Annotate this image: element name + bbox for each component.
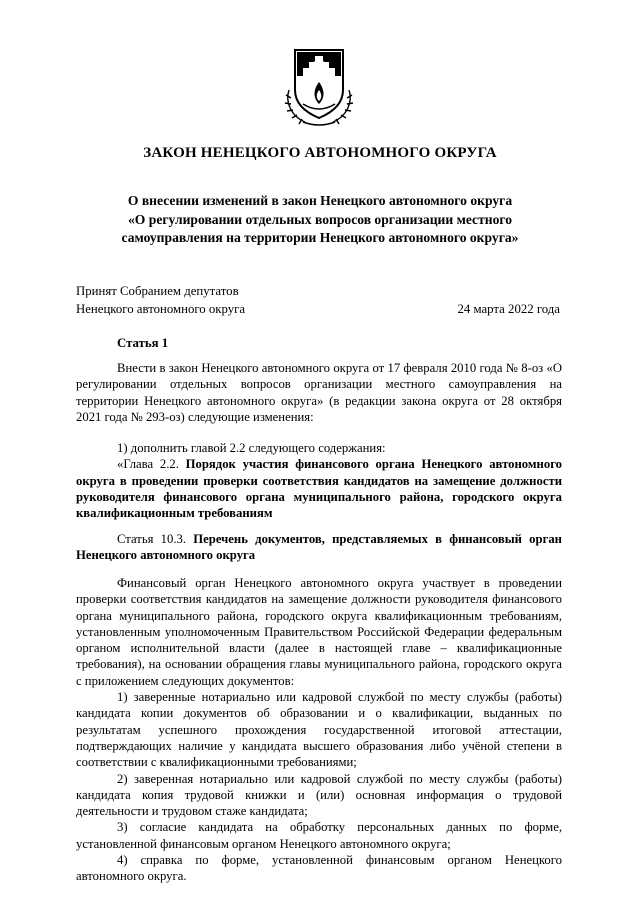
body-block [76, 575, 562, 885]
new-article-prefix: Статья 10.3. [117, 532, 194, 546]
chapter-heading [76, 456, 562, 521]
subtitle-line: самоуправления на территории Ненецкого автономного округа» [121, 230, 519, 245]
adoption-body [76, 282, 245, 318]
new-article-block [76, 531, 562, 564]
document-list-item: 2) заверенная нотариально или кадровой службой по месту службы (работы) кандидата копия трудовой книжки и (или) основная информация о трудовой деятельности и трудовом стаже кандидата; [76, 771, 562, 819]
chapter-title: Порядок участия финансового органа Ненецкого автономного округа в проведении проверки соответствия кандидатов на замещение должности руководителя финансового органа муниципального района, городского округа квалификационным требованиям [76, 457, 562, 521]
adoption-date: 24 марта 2022 года [457, 302, 560, 316]
document-list-item: 1) заверенные нотариально или кадровой службой по месту службы (работы) кандидата копии документов об образовании и о квалификации, выданных по результатам успешного прохождения государственной итоговой аттестации, подтверждающих наличие у кандидата высшего образования либо учёной степени в соответствии с квалификационными требованиями; [76, 690, 562, 770]
law-subtitle [80, 192, 560, 248]
law-title: ЗАКОН НЕНЕЦКОГО АВТОНОМНОГО ОКРУГА [143, 145, 497, 161]
amendment-item: 1) дополнить главой 2.2 следующего содержания: [117, 441, 386, 455]
chapter-prefix: «Глава 2.2. [117, 457, 186, 472]
adoption-line: Ненецкого автономного округа [76, 302, 246, 316]
document-list-item: 4) справка по форме, установленной финансовым органом Ненецкого автономного округа. [76, 853, 562, 884]
nao-coat-of-arms-icon [281, 42, 357, 128]
intro-text: Внести в закон Ненецкого автономного округа от 17 февраля 2010 года № 8-оз «О регулировании отдельных вопросов организации местного самоуправления на территории Ненецкого автономного округа» (в редакции закона округа от 28 октября 2021 года № 293-оз) следующие изменения: [76, 361, 562, 424]
new-article-heading [76, 531, 562, 564]
intro-paragraph [76, 360, 562, 425]
document-list-item: 3) согласие кандидата на обработку персональных данных по форме, установленной финансовым органом Ненецкого автономного округа; [76, 820, 562, 851]
amendment-block [76, 440, 562, 521]
subtitle-line: «О регулировании отдельных вопросов организации местного [127, 211, 513, 227]
body-paragraph: Финансовый орган Ненецкого автономного округа участвует в проведении проверки соответствия кандидатов на замещение должности руководителя финансового органа муниципального района, городского округа квалификационным требованиям, установленным уполномоченным Правительством Российской Федерации федеральным органом исполнительной власти (далее в настоящей главе – квалификационные требования), на основании обращения главы муниципального района, городского округа с приложением следующих документов: [76, 576, 562, 688]
article-heading: Статья 1 [117, 336, 169, 350]
new-article-title: Перечень документов, представляемых в финансовый орган Ненецкого автономного округа [76, 532, 562, 563]
subtitle-line: О внесении изменений в закон Ненецкого автономного округа [127, 193, 513, 208]
adoption-line: Принят Собранием депутатов [76, 284, 239, 298]
